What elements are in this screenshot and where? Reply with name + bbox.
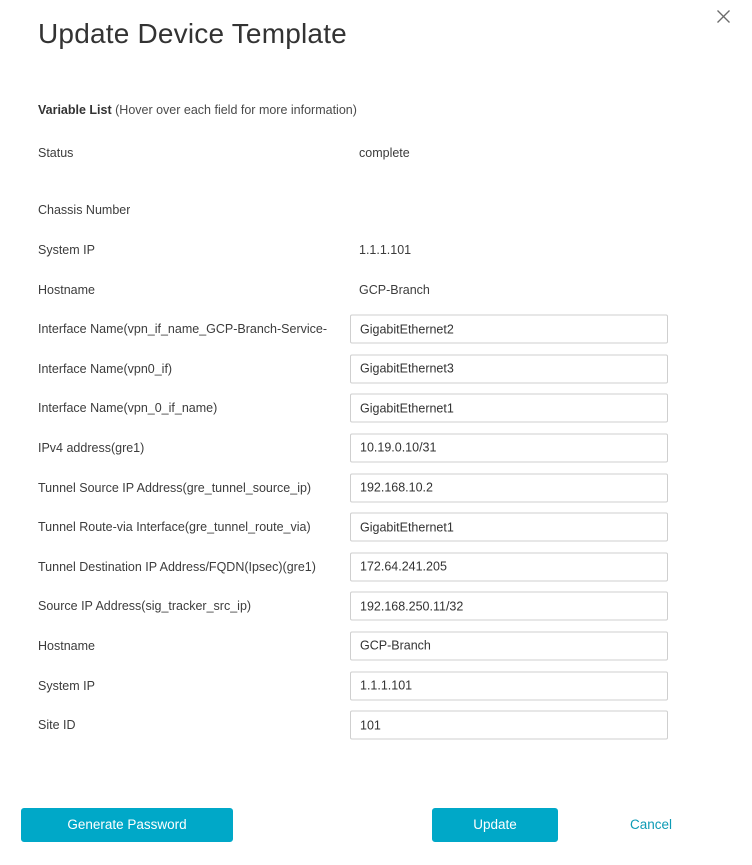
variable-label: Tunnel Route-via Interface(gre_tunnel_route_via) xyxy=(38,520,311,535)
variable-input[interactable] xyxy=(350,513,668,542)
variable-row xyxy=(0,270,752,310)
variable-row xyxy=(0,547,752,587)
variable-value: complete xyxy=(359,145,410,160)
generate-password-button[interactable]: Generate Password xyxy=(21,808,233,842)
variable-input[interactable] xyxy=(350,433,668,462)
dialog-footer xyxy=(0,808,752,842)
close-icon[interactable] xyxy=(711,4,735,28)
variable-input[interactable] xyxy=(350,473,668,502)
variable-label: System IP xyxy=(38,678,95,693)
variable-label: Hostname xyxy=(38,638,95,653)
variable-row xyxy=(0,428,752,468)
variable-row xyxy=(0,309,752,349)
variable-row xyxy=(0,666,752,706)
variable-value: GCP-Branch xyxy=(359,282,430,297)
variable-row xyxy=(0,587,752,627)
variable-label: Source IP Address(sig_tracker_src_ip) xyxy=(38,599,252,614)
variable-input[interactable] xyxy=(350,711,668,740)
variable-row xyxy=(0,626,752,666)
variable-label: Site ID xyxy=(38,718,76,733)
update-button[interactable]: Update xyxy=(432,808,558,842)
variable-row xyxy=(0,230,752,270)
variable-input[interactable] xyxy=(350,315,668,344)
variable-row xyxy=(0,507,752,547)
variable-row xyxy=(0,349,752,389)
variable-list-hint: (Hover over each field for more information) xyxy=(111,103,357,117)
variable-label: System IP xyxy=(38,242,95,257)
variable-label: Chassis Number xyxy=(38,203,131,218)
variable-row xyxy=(0,389,752,429)
variable-input[interactable] xyxy=(350,552,668,581)
variable-row xyxy=(0,705,752,745)
variable-label: Interface Name(vpn_0_if_name) xyxy=(38,401,218,416)
variable-label: Tunnel Source IP Address(gre_tunnel_source_ip) xyxy=(38,480,312,495)
variable-label: Interface Name(vpn0_if) xyxy=(38,361,173,376)
variable-row xyxy=(0,468,752,508)
cancel-button[interactable]: Cancel xyxy=(596,808,706,842)
variable-input[interactable] xyxy=(350,592,668,621)
variable-input[interactable] xyxy=(350,671,668,700)
variable-row xyxy=(0,191,752,231)
variable-list-header xyxy=(38,103,357,117)
variable-input[interactable] xyxy=(350,354,668,383)
page-title: Update Device Template xyxy=(38,18,347,49)
variable-list-heading: Variable List xyxy=(38,103,112,117)
variable-rows xyxy=(0,133,752,745)
variable-label: Status xyxy=(38,145,74,160)
variable-row xyxy=(0,133,752,173)
variable-input[interactable] xyxy=(350,631,668,660)
variable-label: Interface Name(vpn_if_name_GCP-Branch-Service- xyxy=(38,322,328,337)
variable-label: IPv4 address(gre1) xyxy=(38,440,145,455)
variable-input[interactable] xyxy=(350,394,668,423)
variable-label: Tunnel Destination IP Address/FQDN(Ipsec)(gre1) xyxy=(38,559,316,574)
variable-value: 1.1.1.101 xyxy=(359,242,412,257)
variable-label: Hostname xyxy=(38,282,95,297)
